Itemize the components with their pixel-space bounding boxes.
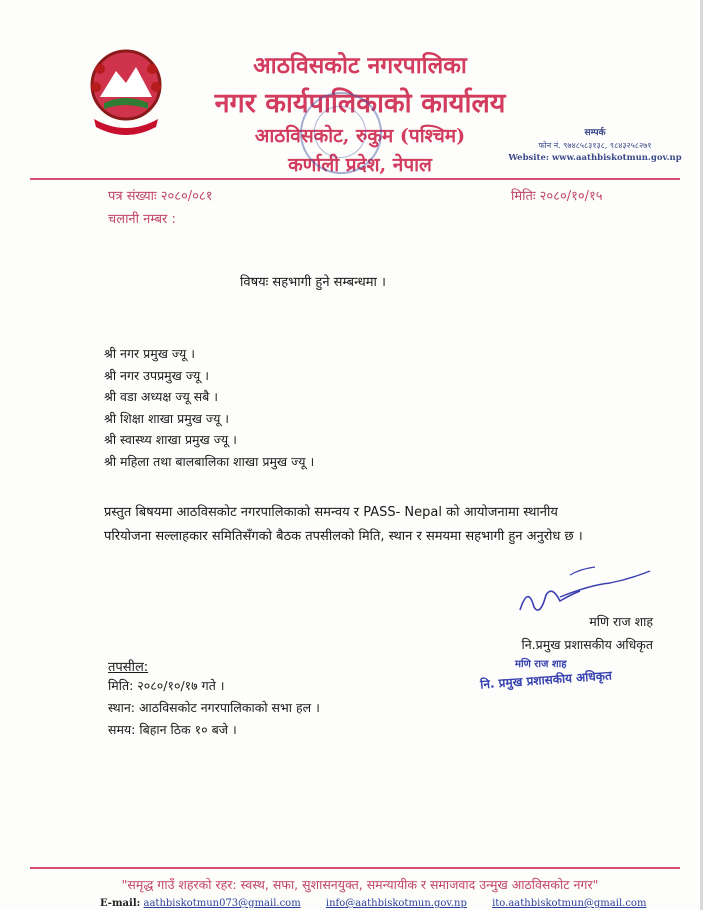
email-link[interactable]: aathbiskotmun073@gmail.com [143,898,301,909]
signatory-name: मणि राज शाह [589,614,653,629]
office-seal-stamp [300,92,382,174]
stamp-name: मणि राज शाह [515,659,567,670]
addressee-list [104,343,314,472]
signatory-title: नि.प्रमुख प्रशासकीय अधिकृत [521,637,653,652]
addressee-item: श्री शिक्षा शाखा प्रमुख ज्यू । [104,410,230,426]
details-heading: तपसील: [108,660,149,675]
body-line: परियोजना सल्लाहकार समितिसँगको बैठक तपसीलको मिति, स्थान र समयमा सहभागी हुन अनुरोध छ । [104,529,583,544]
header-divider [30,178,680,180]
body-line: प्रस्तुत बिषयमा आठविसकोट नगरपालिकाको समन्वय र PASS- Nepal को आयोजनामा स्थानीय [104,505,558,520]
letter-body [104,501,583,549]
office-location: आठविसकोट, रुकुम (पश्चिम) [254,125,466,147]
contact-title: सम्पर्क [584,128,606,138]
office-name: नगर कार्यपालिकाको कार्यालय [214,88,506,119]
addressee-item: श्री वडा अध्यक्ष ज्यू सबै । [104,389,219,404]
contact-phone: फोन नं. ९७४८५८३१३८, ९८४३२५८२७१ [538,141,652,150]
addressee-item: श्री नगर उपप्रमुख ज्यू । [104,367,209,383]
letter-number: पत्र संख्याः २०८०/०८१ [108,189,213,204]
addressee-item: श्री स्वास्थ्य शाखा प्रमुख ज्यू । [104,432,237,447]
dispatch-number: चलानी नम्बर : [108,212,176,227]
footer-motto: "समृद्ध गाउँ शहरको रहर: स्वस्थ, सफा, सुशासनयुक्त, समन्यायीक र समाजवाद उन्मुख आठविसकोट नगर" [121,877,599,892]
footer-divider [30,867,680,869]
addressee-item: श्री नगर प्रमुख ज्यू । [104,346,196,361]
email-link[interactable]: info@aathbiskotmun.gov.np [325,898,467,909]
municipality-name: आठविसकोट नगरपालिका [253,52,467,79]
office-province: कर्णाली प्रदेश, नेपाल [288,154,432,176]
footer-emails [100,898,668,909]
email-label: E-mail: [100,898,141,909]
details-time: समय: बिहान ठिक १० बजे । [108,722,237,737]
addressee-item: श्री महिला तथा बालबालिका शाखा प्रमुख ज्यू । [104,453,315,469]
stamp-title: नि. प्रमुख प्रशासकीय अधिकृत [479,668,613,692]
letter-subject: विषयः सहभागी हुने सम्बन्धमा । [240,275,386,290]
letter-date: मितिः २०८०/१०/१५ [511,189,603,204]
contact-website: Website: www.aathbiskotmun.gov.np [508,153,682,163]
details-date: मिति: २०८०/१०/१७ गते । [108,678,225,693]
email-link[interactable]: ito.aathbiskotmun@gmail.com [492,898,647,909]
details-place: स्थान: आठविसकोट नगरपालिकाको सभा हल । [108,700,320,715]
meeting-details [108,657,320,741]
contact-block [505,125,685,163]
